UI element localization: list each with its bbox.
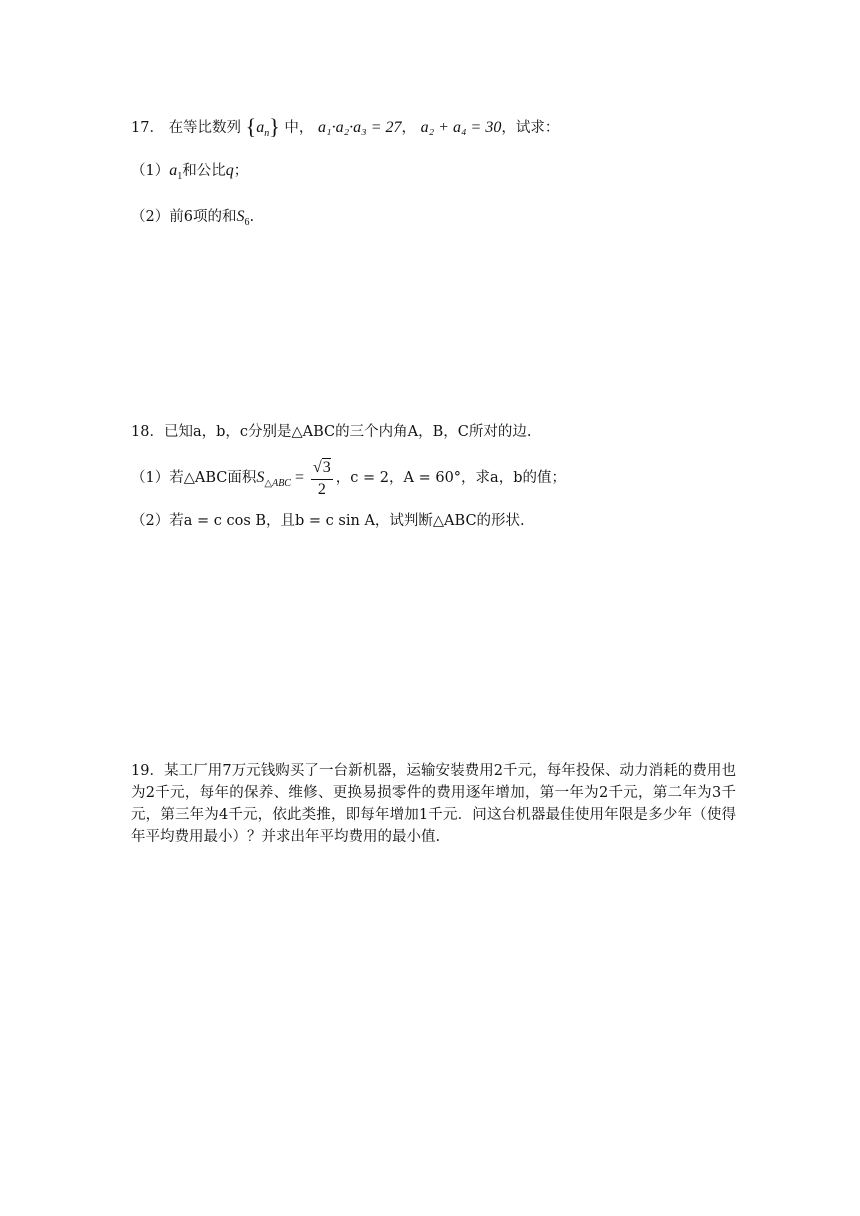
q17-part1-q: q bbox=[225, 162, 234, 179]
q18-part2-label: （2） bbox=[131, 513, 170, 529]
q17-intro-c: ，试求： bbox=[501, 120, 560, 136]
q17-part-2: （2）前6项的和$S_6$. bbox=[131, 208, 255, 228]
q19-number: 19． bbox=[131, 763, 165, 779]
q17-number: 17． bbox=[131, 120, 164, 136]
q17-part-1: $(1)a_1$和公比q； bbox=[131, 162, 249, 182]
q17-line-1: 17． 在等比数列 $\{a_n\}$ 中， a₁·a₂·a₃ = 27， a₂ + a₄ = 30，试求： bbox=[131, 114, 560, 139]
q18-area-fraction: $\frac{√3}{2}$ bbox=[313, 458, 331, 498]
q18-part1-b: ，c = 2，A = 60°，求a，b的值； bbox=[335, 470, 566, 486]
q19-text: 某工厂用7万元钱购买了一台新机器，运输安装费用2千元，每年投保、动力消耗的费用也为2千元，每年的保养、维修、更换易损零件的费用逐年增加，第一年为2千元，第二年为3千元，第三年为4千元，依此类推，即每年增加1千元．问这台机器最佳使用年限是多少年（使得年平均费用最小）？并求出年平均费用的最小值. bbox=[131, 763, 736, 845]
q19-paragraph bbox=[131, 760, 736, 848]
q17-part1-text: 和公比 bbox=[182, 163, 226, 179]
q17-cond-1: a₁·a₂·a₃ = 27 bbox=[318, 119, 402, 136]
q18-part1-label: （1） bbox=[131, 470, 170, 486]
q18-number: 18． bbox=[131, 424, 164, 440]
q17-intro-a: 在等比数列 bbox=[168, 120, 242, 136]
q18-part1-a: 若△ABC面积 bbox=[169, 470, 257, 486]
q17-part2-text: 前6项的和 bbox=[169, 209, 237, 225]
q17-intro-b: 中， bbox=[284, 120, 314, 136]
q17-part2-label: （2） bbox=[131, 209, 170, 225]
q18-intro: 已知a，b，c分别是△ABC的三个内角A，B，C所对的边. bbox=[163, 424, 532, 440]
q18-part-2 bbox=[131, 511, 525, 531]
q17-part1-label: （1） bbox=[131, 163, 170, 179]
q17-cond-2: a₂ + a₄ = 30 bbox=[420, 119, 502, 136]
q18-line-1 bbox=[131, 422, 531, 442]
q18-part2-text: 若a = c cos B，且b = c sin A，试判断△ABC的形状. bbox=[169, 513, 525, 529]
q18-part-1: （1）若△ABC面积$S_{\triangle ABC}$ = $\frac{√3}{2}$ ，c = 2，A = 60°，求a，b的值； bbox=[131, 458, 566, 498]
